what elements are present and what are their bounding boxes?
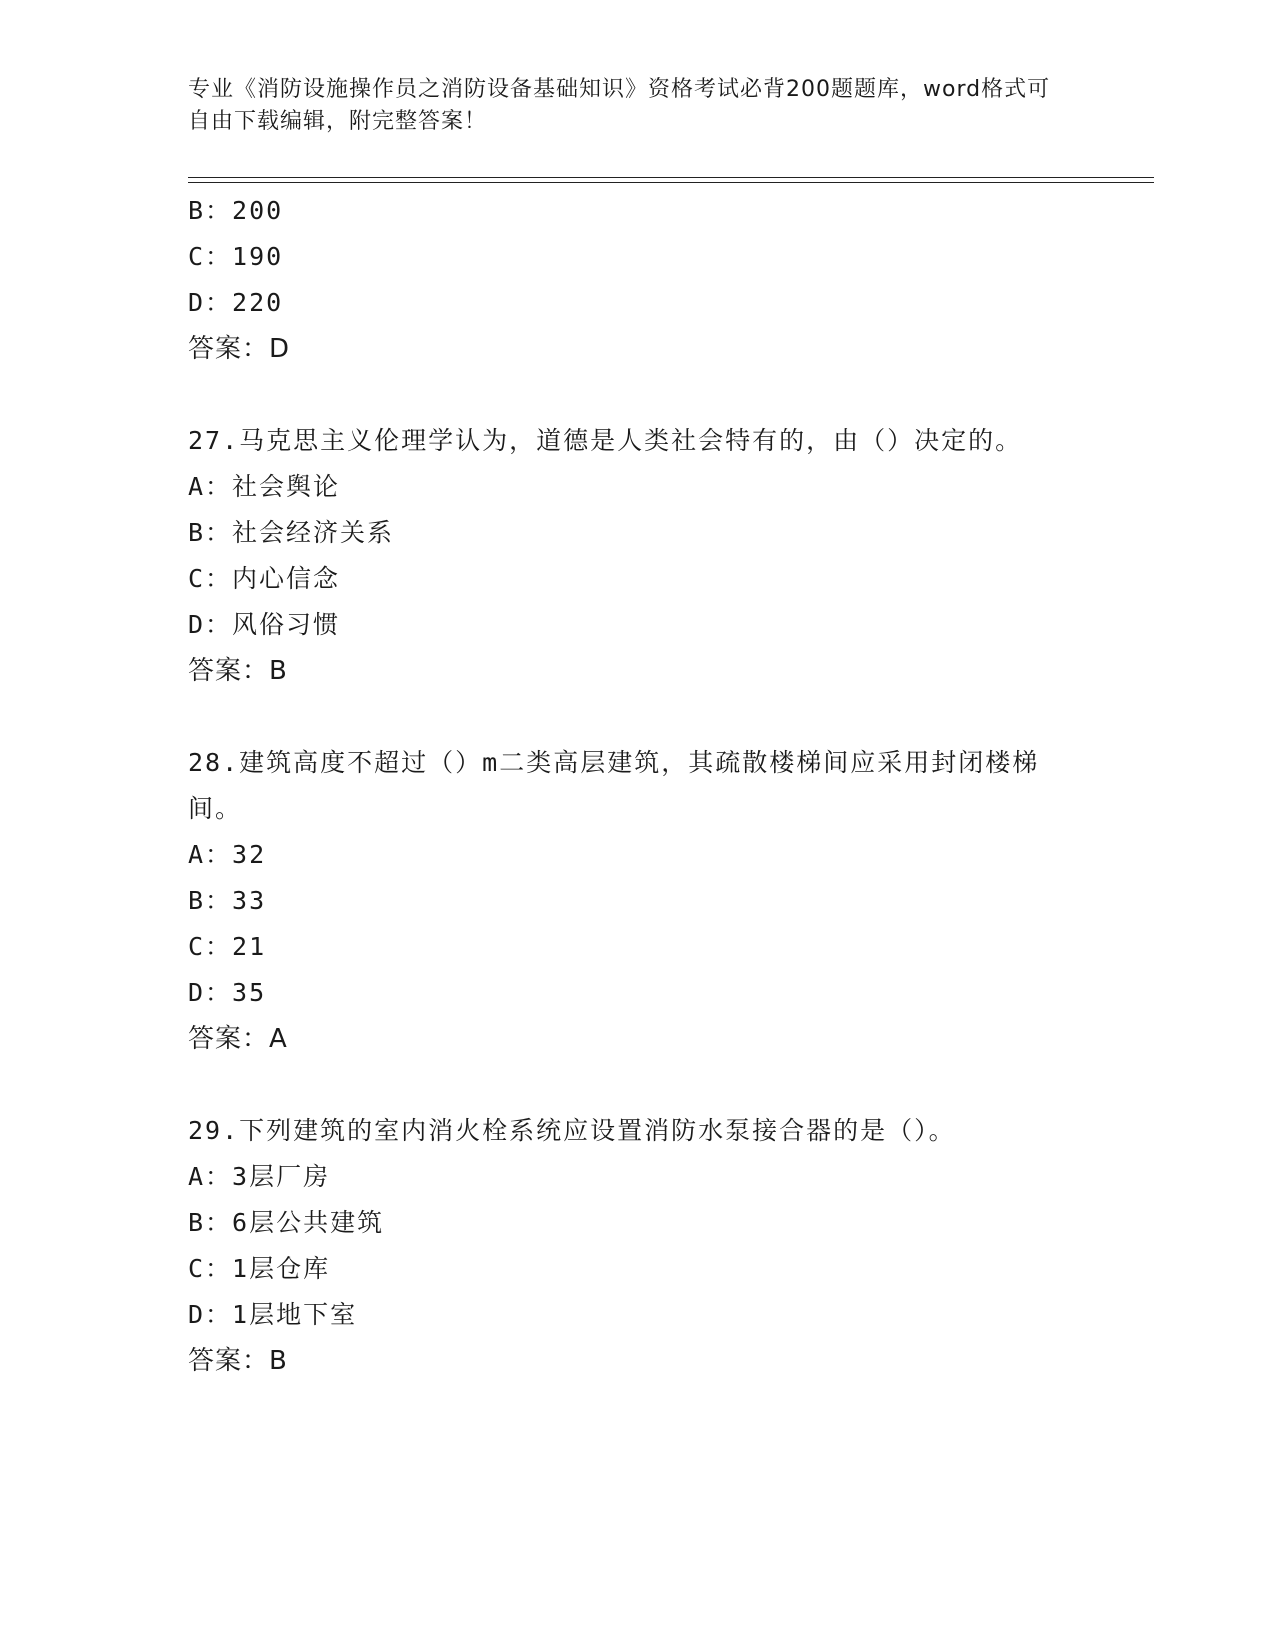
- header-divider-top: [188, 177, 1154, 178]
- answer-line: 答案：A: [188, 1024, 288, 1054]
- option-d: D：220: [188, 288, 284, 317]
- spacer: [188, 694, 1068, 740]
- option-a: A：社会舆论: [188, 472, 341, 501]
- option-a: A：3层厂房: [188, 1162, 331, 1191]
- option-c: C：21: [188, 932, 267, 961]
- option-b: B：33: [188, 886, 267, 915]
- answer-line: 答案：B: [188, 656, 288, 686]
- option-b: B：200: [188, 196, 284, 225]
- question-28: [188, 740, 1068, 1062]
- option-a: A：32: [188, 840, 267, 869]
- question-text: 29.下列建筑的室内消火栓系统应设置消防水泵接合器的是（）。: [188, 1116, 956, 1145]
- question-text: 28.建筑高度不超过（）m二类高层建筑，其疏散楼梯间应采用封闭楼梯间。: [188, 748, 1040, 823]
- question-26-continued: [188, 188, 1068, 372]
- option-d: D：风俗习惯: [188, 610, 341, 639]
- question-text: 27.马克思主义伦理学认为，道德是人类社会特有的，由（）决定的。: [188, 426, 1023, 455]
- question-29: [188, 1108, 1068, 1384]
- answer-line: 答案：D: [188, 334, 291, 364]
- option-b: B：社会经济关系: [188, 518, 395, 547]
- question-27: [188, 418, 1068, 694]
- option-c: C：190: [188, 242, 284, 271]
- header-divider-bottom: [188, 182, 1154, 183]
- spacer: [188, 1062, 1068, 1108]
- option-d: D：1层地下室: [188, 1300, 358, 1329]
- question-list: [188, 188, 1068, 1384]
- answer-line: 答案：B: [188, 1346, 288, 1376]
- option-c: C：1层仓库: [188, 1254, 331, 1283]
- option-c: C：内心信念: [188, 564, 341, 593]
- option-d: D：35: [188, 978, 267, 1007]
- option-b: B：6层公共建筑: [188, 1208, 385, 1237]
- spacer: [188, 372, 1068, 418]
- document-title: 专业《消防设施操作员之消防设备基础知识》资格考试必背200题题库，word格式可自由下载编辑，附完整答案！: [188, 77, 1051, 134]
